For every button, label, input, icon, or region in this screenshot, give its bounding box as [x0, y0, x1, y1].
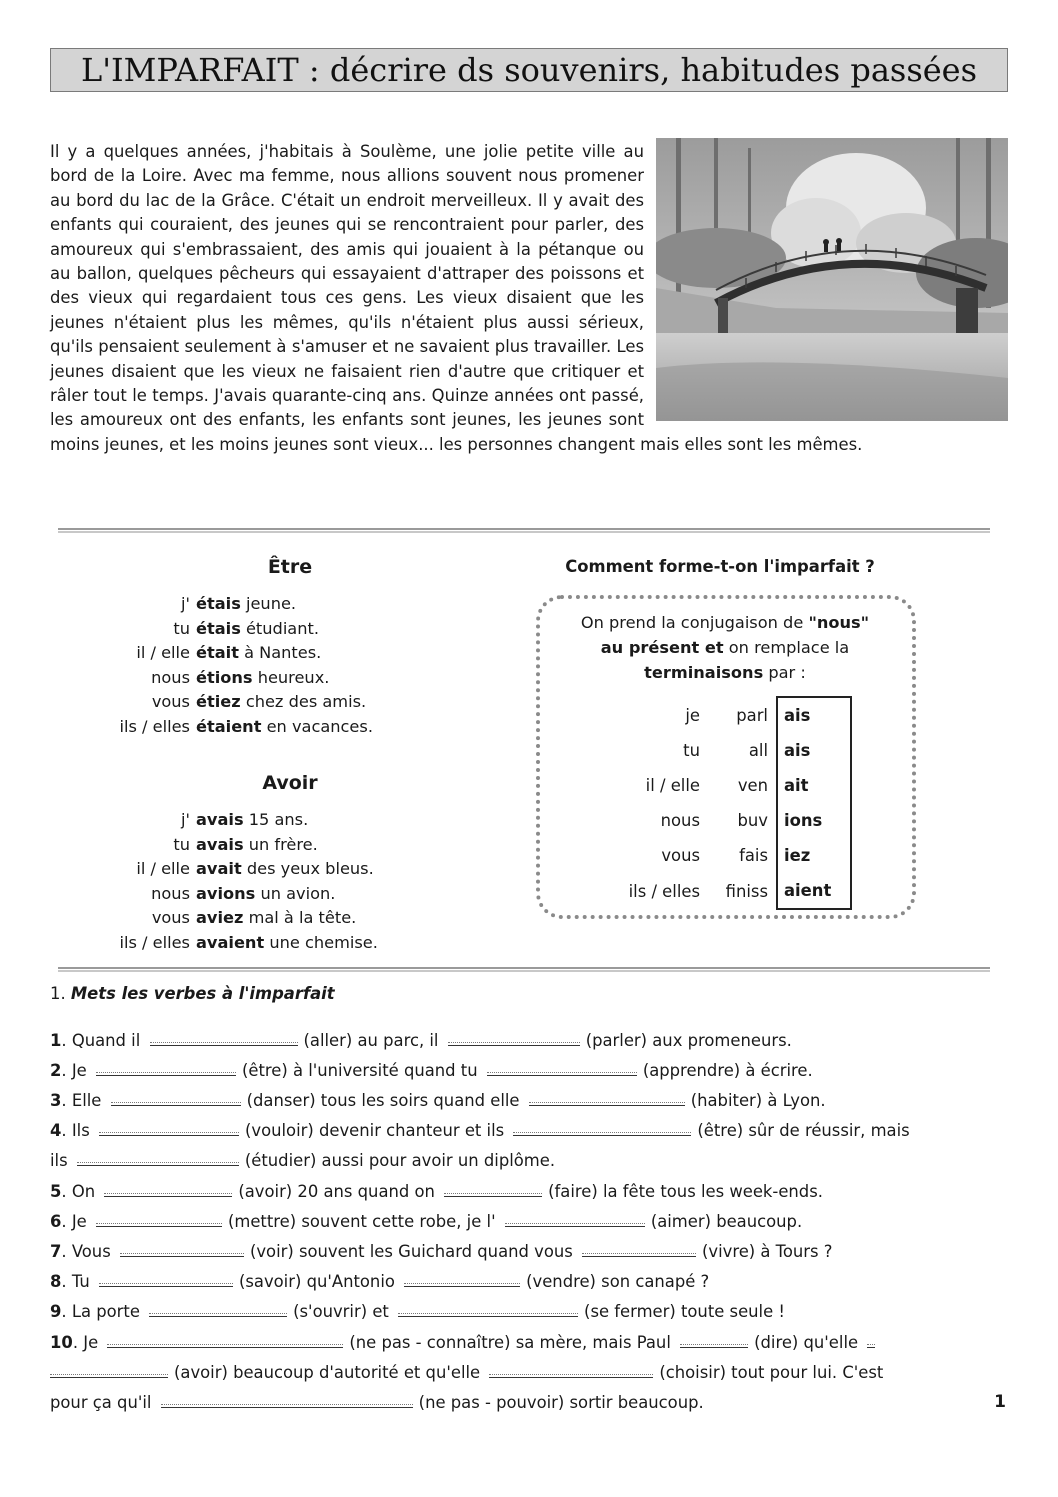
exercise-line-7: 7. Vous (voir) souvent les Guichard quand vous (vivre) à Tours ? [50, 1242, 833, 1261]
ending-row: vous fais iez [600, 838, 851, 873]
exercise-line-6: 6. Je (mettre) souvent cette robe, je l' (aimer) beaucoup. [50, 1212, 803, 1231]
answer-blank[interactable] [398, 1302, 578, 1317]
exercise-line-9: 9. La porte (s'ouvrir) et (se fermer) toute seule ! [50, 1302, 785, 1321]
answer-blank[interactable] [487, 1061, 637, 1076]
avoir-conjugation-table [50, 808, 378, 956]
exercise-line-10c: pour ça qu'il (ne pas - pouvoir) sortir beaucoup. [50, 1393, 704, 1412]
avoir-row: vous aviez mal à la tête. [151, 908, 357, 928]
intro-text: Il y a quelques années, j'habitais à Soulème, une jolie petite ville au bord de la Loire. Avec ma femme, nous allions souvent nous promener au bord du lac de la Grâce. C'était un endroit merveilleux. Il y avait des enfants qui couraient, des jeunes qui se rencontraient pour parler, des amoureux qui s'embrassaient, des amis qui jouaient à la pétanque ou au ballon, quelques pêcheurs qui essayaient d'attraper des poissons et des vieux qui regardaient tous ces gens. Les vieux disaient que les jeunes n'étaient plus les mêmes, qu'ils n'étaient plus aussi sérieux, qu'ils pensaient seulement à s'amuser et ne savaient plus travailler. Les jeunes disaient que les vieux ne faisaient rien d'autre que critiquer et râler tout le temps. J'avais quarante-cinq ans. Quinze années ont passé, les amoureux ont des enfants, les enfants sont jeunes, les jeunes sont moins jeunes, et les moins jeunes sont vieux... les personnes changent mais elles sont les mêmes. [50, 142, 863, 454]
answer-blank[interactable] [161, 1393, 413, 1408]
avoir-row: ils / elles avaient une chemise. [119, 932, 378, 952]
ending-row: je parl ais [600, 697, 851, 733]
answer-blank[interactable] [505, 1212, 645, 1227]
answer-blank[interactable] [111, 1091, 241, 1106]
answer-blank[interactable] [149, 1302, 287, 1317]
bridge-photo [656, 138, 1008, 421]
divider-bottom [58, 967, 990, 972]
answer-blank[interactable] [529, 1091, 685, 1106]
etre-row: ils / elles étaient en vacances. [119, 716, 373, 736]
exercise-line-3: 3. Elle (danser) tous les soirs quand elle (habiter) à Lyon. [50, 1091, 826, 1110]
answer-blank[interactable] [867, 1333, 875, 1348]
avoir-row: j' avais 15 ans. [181, 810, 309, 829]
answer-blank[interactable] [582, 1242, 696, 1257]
exercise-line-2: 2. Je (être) à l'université quand tu (apprendre) à écrire. [50, 1061, 813, 1080]
ending-row: nous buv ions [600, 803, 851, 838]
avoir-row: il / elle avait des yeux bleus. [136, 859, 374, 879]
answer-blank[interactable] [444, 1182, 542, 1197]
exercise-line-1: 1. Quand il (aller) au parc, il (parler) aux promeneurs. [50, 1031, 792, 1050]
ending-row: ils / elles finiss aient [600, 873, 851, 909]
avoir-heading: Avoir [262, 772, 318, 794]
answer-blank[interactable] [50, 1363, 168, 1378]
exercise-title: 1. Mets les verbes à l'imparfait [50, 984, 335, 1003]
formation-title: Comment forme-t-on l'imparfait ? [565, 557, 875, 576]
answer-blank[interactable] [150, 1031, 298, 1046]
exercise-line-8: 8. Tu (savoir) qu'Antonio (vendre) son canapé ? [50, 1272, 710, 1291]
answer-blank[interactable] [680, 1333, 748, 1348]
exercise-line-5: 5. On (avoir) 20 ans quand on (faire) la fête tous les week-ends. [50, 1182, 823, 1201]
exercise-line-10: 10. Je (ne pas - connaître) sa mère, mais Paul (dire) qu'elle [50, 1331, 1010, 1355]
etre-row: vous étiez chez des amis. [151, 692, 367, 712]
answer-blank[interactable] [448, 1031, 580, 1046]
answer-blank[interactable] [513, 1121, 691, 1136]
answer-blank[interactable] [99, 1272, 233, 1287]
answer-blank[interactable] [99, 1121, 239, 1136]
exercise-line-10b: (avoir) beaucoup d'autorité et qu'elle (choisir) tout pour lui. C'est [50, 1361, 1010, 1385]
avoir-row: tu avais un frère. [173, 834, 318, 854]
etre-row: nous étions heureux. [151, 667, 330, 687]
answer-blank[interactable] [96, 1212, 222, 1227]
divider-top [58, 528, 990, 533]
answer-blank[interactable] [77, 1151, 239, 1166]
etre-heading: Être [267, 556, 313, 578]
exercise-line-4: 4. Ils (vouloir) devenir chanteur et ils (être) sûr de réussir, mais [50, 1121, 910, 1140]
etre-row: tu étais étudiant. [173, 618, 319, 638]
answer-blank[interactable] [104, 1182, 232, 1197]
answer-blank[interactable] [107, 1333, 343, 1348]
endings-table [600, 696, 852, 910]
avoir-row: nous avions un avion. [151, 883, 336, 903]
page-number: 1 [994, 1392, 1006, 1412]
etre-conjugation-table [50, 592, 373, 740]
ending-row: tu all ais [600, 733, 851, 768]
answer-blank[interactable] [120, 1242, 244, 1257]
answer-blank[interactable] [96, 1061, 236, 1076]
intro-paragraph [50, 140, 1008, 457]
etre-row: il / elle était à Nantes. [136, 643, 322, 663]
answer-blank[interactable] [404, 1272, 520, 1287]
etre-row: j' étais jeune. [181, 594, 297, 613]
exercise-line-4b: ils (étudier) aussi pour avoir un diplôme. [50, 1151, 556, 1170]
ending-row: il / elle ven ait [600, 768, 851, 803]
formation-intro: On prend la conjugaison de "nous" au présent et on remplace la terminaisons par : [580, 613, 870, 682]
page-title: L'IMPARFAIT : décrire ds souvenirs, habitudes passées [50, 48, 1008, 92]
answer-blank[interactable] [489, 1363, 653, 1378]
